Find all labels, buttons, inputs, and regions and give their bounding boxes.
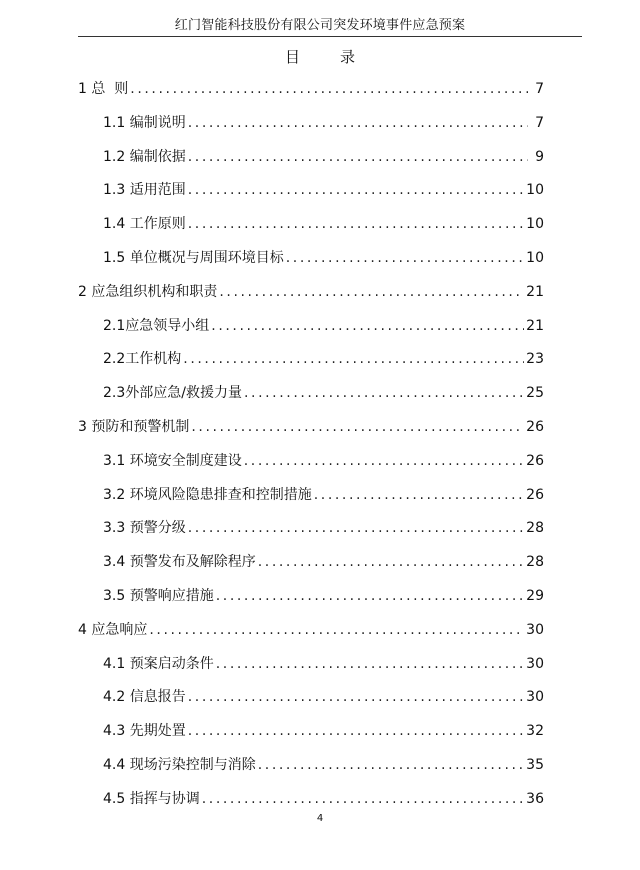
toc-entry[interactable]: [78, 619, 544, 653]
toc-dot-leader: [188, 517, 524, 539]
toc-entry-number: 1.3: [103, 182, 130, 199]
toc-entry[interactable]: [78, 146, 544, 180]
toc-entry-label: 外部应急/救援力量: [125, 385, 242, 402]
toc-entry-label: 编制依据: [129, 148, 186, 165]
toc-entry-page: 23: [526, 351, 544, 368]
toc-dot-leader: [188, 112, 528, 134]
toc-entry[interactable]: [78, 179, 544, 213]
toc-entry-number: 3.5: [103, 587, 130, 604]
toc-dot-leader: [244, 382, 524, 404]
toc-entry-page: 32: [526, 723, 544, 740]
toc-dot-leader: [216, 653, 524, 675]
toc-title-char: 录: [340, 48, 356, 66]
toc-entry[interactable]: [78, 551, 544, 585]
toc-entry[interactable]: [78, 78, 544, 112]
toc-entry-page: 36: [526, 790, 544, 807]
toc-entry-page: 10: [526, 182, 544, 199]
toc-entry[interactable]: [78, 213, 544, 247]
toc-dot-leader: [188, 686, 524, 708]
toc-entry-number: 4.5: [103, 790, 130, 807]
toc-entry-label: 现场污染控制与消除: [129, 756, 256, 773]
toc-entry[interactable]: [78, 686, 544, 720]
toc-entry-label: 预警分级: [129, 520, 186, 537]
toc-entry-page: 28: [526, 554, 544, 571]
toc-entry-number: 1.2: [103, 148, 130, 165]
running-header: 红门智能科技股份有限公司突发环境事件应急预案: [174, 18, 466, 33]
toc-entry-page: 10: [526, 249, 544, 266]
toc-entry[interactable]: [78, 653, 544, 687]
toc-entry-label: 适用范围: [129, 182, 186, 199]
toc-entry[interactable]: [78, 484, 544, 518]
toc-entry-label: 预警响应措施: [129, 587, 214, 604]
toc-entry-page: 28: [526, 520, 544, 537]
toc-entry-page: 9: [535, 148, 544, 165]
toc-entry-number: 2.1: [103, 317, 126, 334]
toc-entry-label: 预警发布及解除程序: [129, 554, 256, 571]
toc-entry-label: 指挥与协调: [129, 790, 200, 807]
toc-entry-label: 应急领导小组: [125, 317, 210, 334]
table-of-contents: [78, 78, 544, 822]
toc-entry-label: 信息报告: [129, 689, 186, 706]
toc-entry-number: 4.3: [103, 723, 130, 740]
toc-entry-number: 1.1: [103, 114, 130, 131]
toc-entry-number: 4.2: [103, 689, 130, 706]
toc-entry-number: 2.3: [103, 385, 126, 402]
toc-entry-label: 总 则: [91, 81, 129, 97]
toc-entry-number: 4.1: [103, 655, 130, 672]
toc-entry-number: 3.3: [103, 520, 130, 537]
toc-entry-page: 21: [526, 317, 544, 334]
toc-entry-number: 3: [78, 418, 92, 435]
toc-dot-leader: [314, 484, 524, 506]
toc-entry-number: 2: [78, 283, 92, 300]
toc-entry-label: 工作原则: [129, 216, 186, 233]
toc-entry-label: 环境风险隐患排查和控制措施: [129, 486, 312, 503]
toc-entry-page: 21: [526, 283, 544, 300]
toc-entry-number: 2.2: [103, 351, 126, 368]
toc-entry[interactable]: [78, 112, 544, 146]
toc-entry-label: 先期处置: [129, 723, 186, 740]
toc-dot-leader: [258, 551, 524, 573]
toc-entry[interactable]: [78, 416, 544, 450]
toc-entry[interactable]: [78, 315, 544, 349]
toc-entry[interactable]: [78, 382, 544, 416]
toc-entry[interactable]: [78, 720, 544, 754]
toc-dot-leader: [258, 754, 524, 776]
toc-entry-number: 3.4: [103, 554, 130, 571]
toc-entry-label: 预防和预警机制: [91, 418, 190, 435]
toc-entry[interactable]: [78, 450, 544, 484]
toc-entry-number: 1: [78, 81, 92, 97]
toc-entry[interactable]: [78, 247, 544, 281]
toc-dot-leader: [183, 348, 524, 370]
toc-entry[interactable]: [78, 585, 544, 619]
toc-entry-page: 26: [526, 418, 544, 435]
header-rule: [78, 36, 582, 37]
toc-dot-leader: [188, 146, 528, 168]
toc-entry-page: 10: [526, 216, 544, 233]
toc-entry-label: 单位概况与周围环境目标: [129, 249, 284, 266]
toc-entry-page: 29: [526, 587, 544, 604]
toc-entry-label: 应急组织机构和职责: [91, 283, 218, 300]
toc-dot-leader: [286, 247, 524, 269]
toc-dot-leader: [202, 788, 524, 810]
toc-entry[interactable]: [78, 754, 544, 788]
toc-title: [0, 46, 640, 67]
toc-dot-leader: [211, 315, 524, 337]
toc-entry[interactable]: [78, 517, 544, 551]
toc-dot-leader: [149, 619, 524, 641]
toc-dot-leader: [188, 720, 524, 742]
toc-entry-number: 4: [78, 621, 92, 638]
toc-entry-page: 30: [526, 689, 544, 706]
toc-dot-leader: [130, 78, 528, 100]
toc-entry-number: 4.4: [103, 756, 130, 773]
page-number: 4: [316, 813, 324, 824]
toc-entry-page: 7: [535, 81, 544, 97]
toc-dot-leader: [188, 179, 524, 201]
toc-entry-number: 1.5: [103, 249, 130, 266]
toc-entry[interactable]: [78, 348, 544, 382]
toc-dot-leader: [191, 416, 524, 438]
toc-entry-page: 30: [526, 621, 544, 638]
toc-entry-label: 环境安全制度建设: [129, 452, 242, 469]
toc-entry-label: 预案启动条件: [129, 655, 214, 672]
toc-entry-number: 3.2: [103, 486, 130, 503]
toc-entry-page: 26: [526, 452, 544, 469]
toc-entry-label: 工作机构: [125, 351, 182, 368]
toc-dot-leader: [219, 281, 524, 303]
toc-dot-leader: [188, 213, 524, 235]
toc-entry-label: 应急响应: [91, 621, 148, 638]
toc-title-char: 目: [284, 48, 300, 66]
toc-dot-leader: [244, 450, 524, 472]
toc-entry-page: 25: [526, 385, 544, 402]
toc-entry-label: 编制说明: [129, 114, 186, 131]
toc-entry-page: 26: [526, 486, 544, 503]
toc-dot-leader: [216, 585, 524, 607]
toc-entry-number: 3.1: [103, 452, 130, 469]
toc-entry-number: 1.4: [103, 216, 130, 233]
toc-entry-page: 35: [526, 756, 544, 773]
toc-entry[interactable]: [78, 281, 544, 315]
toc-entry-page: 7: [535, 114, 544, 131]
toc-entry-page: 30: [526, 655, 544, 672]
